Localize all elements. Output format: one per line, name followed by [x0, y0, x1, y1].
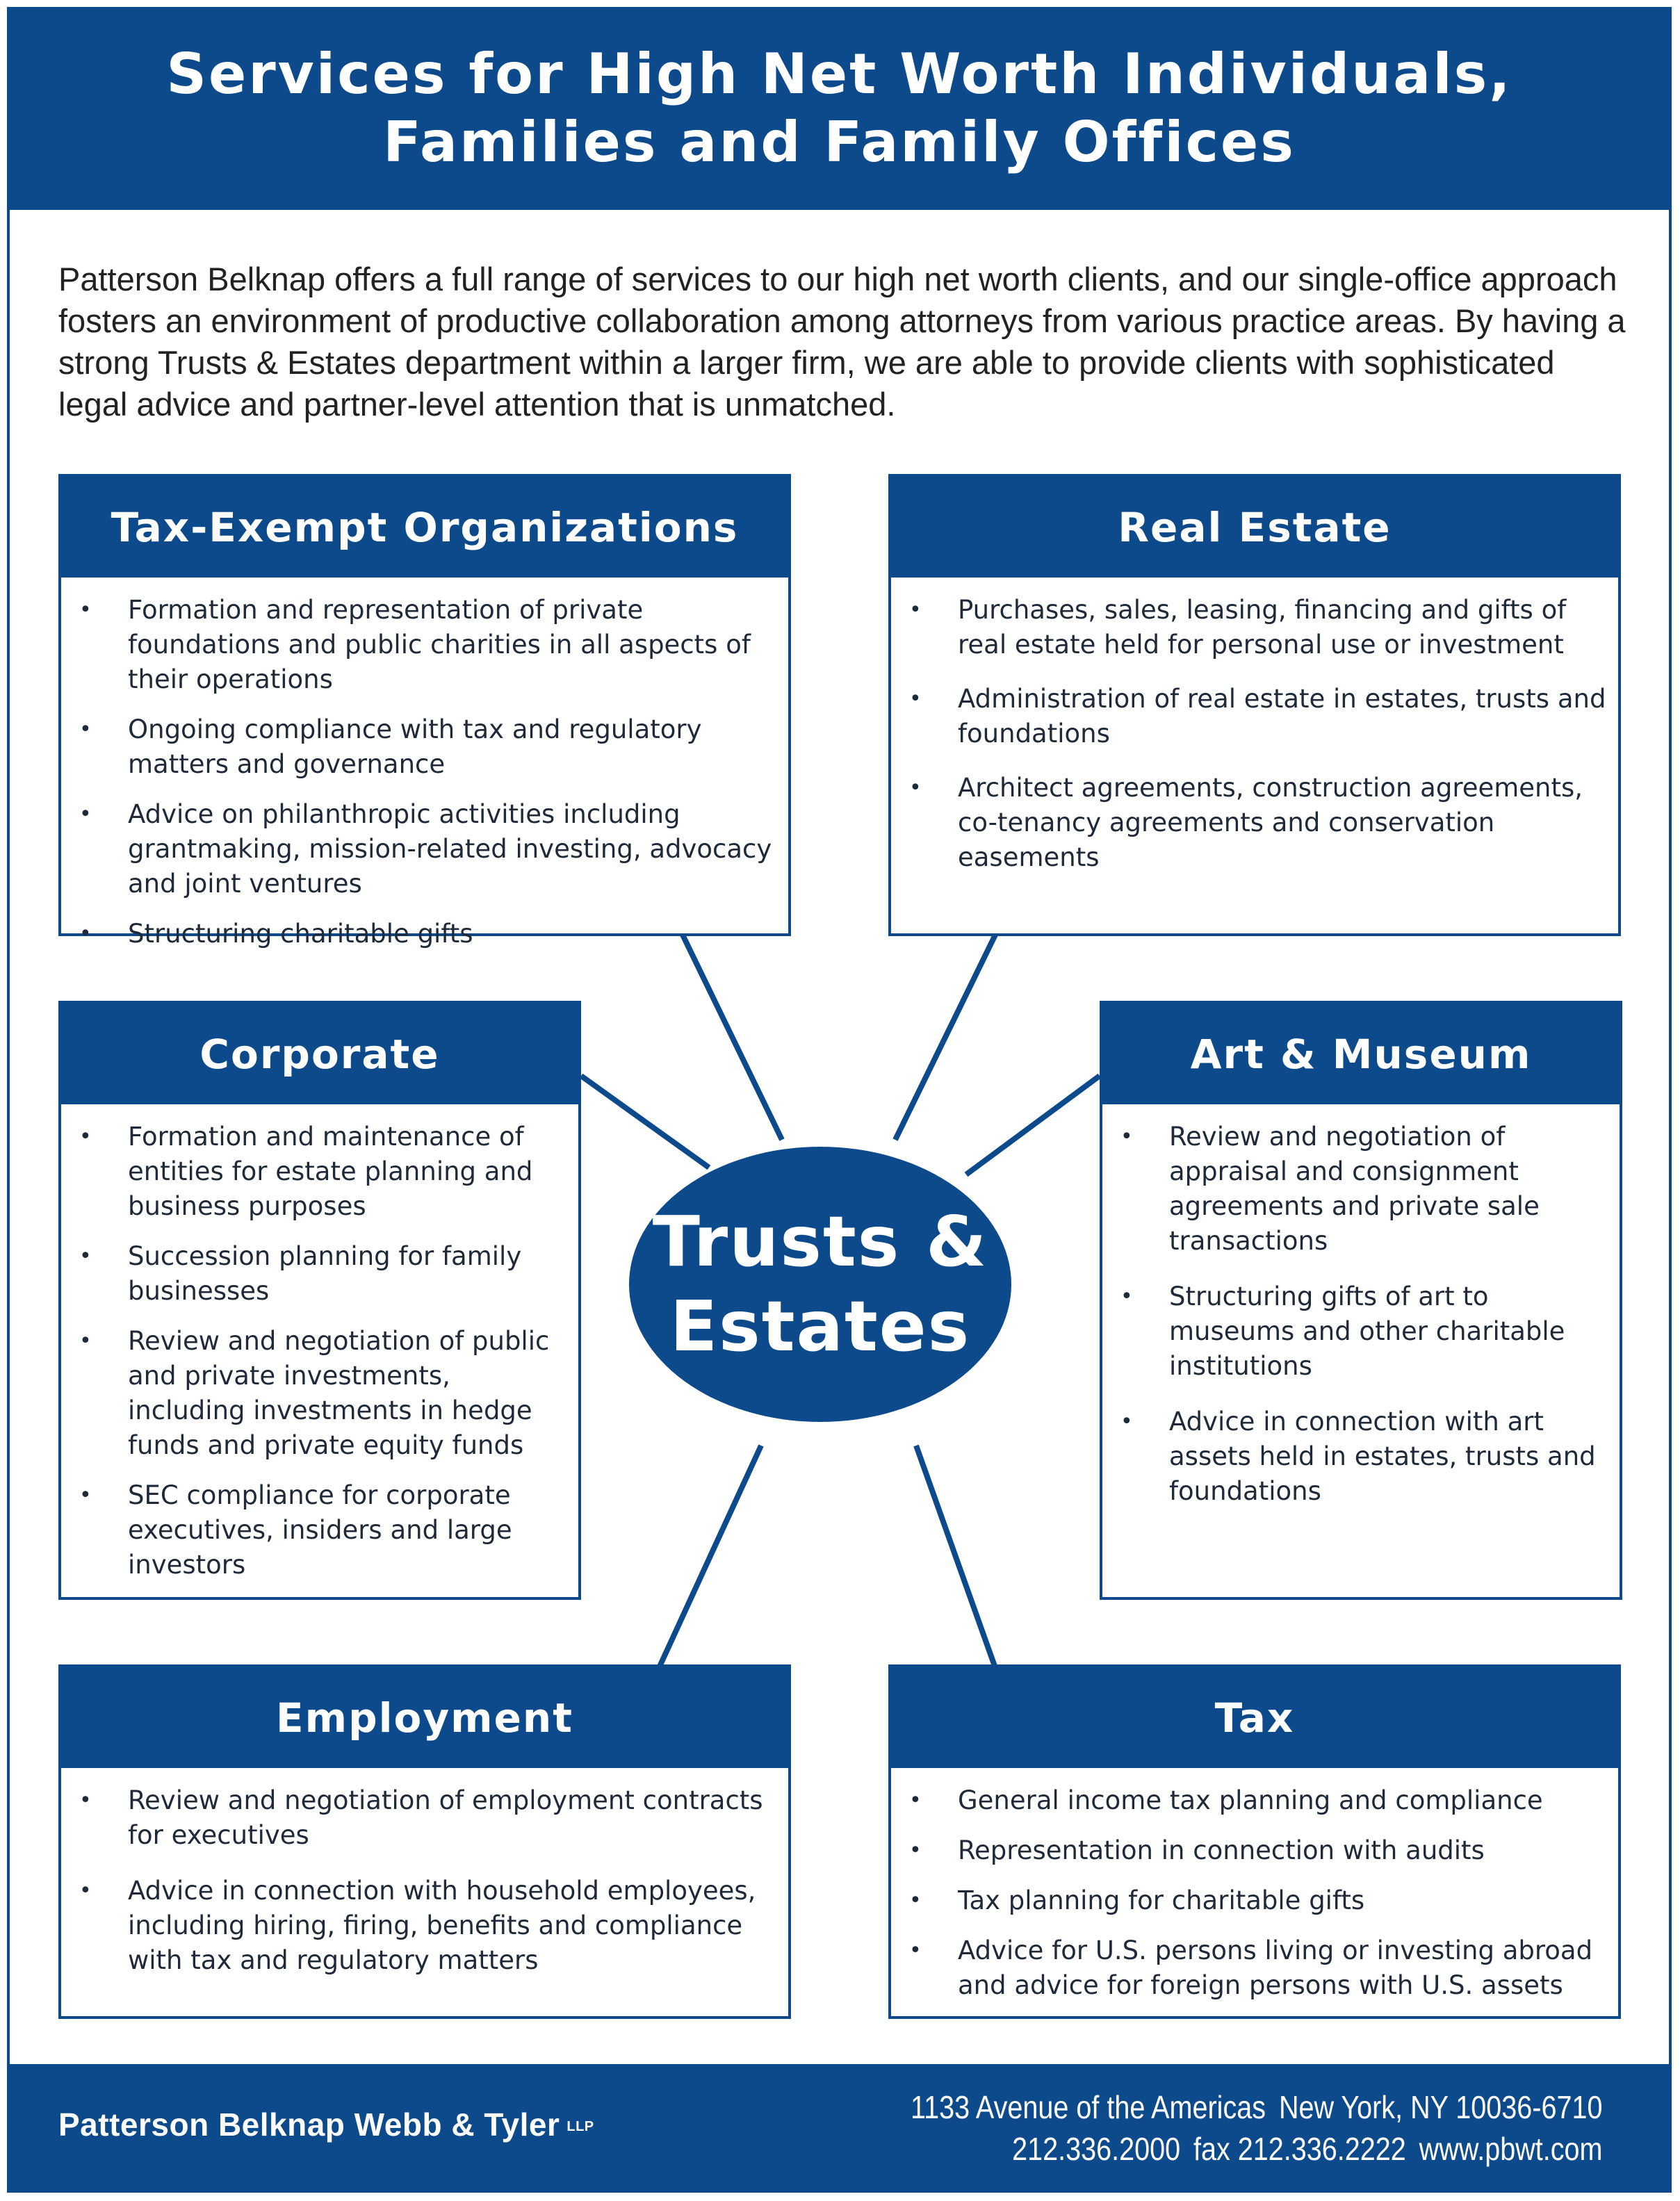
box-tax-exempt: [58, 474, 791, 949]
bullet-icon: •: [1120, 1409, 1133, 1434]
fax-number: fax 212.336.2222: [1193, 2131, 1406, 2167]
list-item: • Succession planning for family businesses: [61, 1239, 578, 1309]
hub-line-1: Trusts &: [652, 1201, 988, 1282]
list-art-museum: [1102, 1104, 1620, 1509]
list-item: • General income tax planning and compliance: [891, 1783, 1618, 1818]
list-item: • Architect agreements, construction agreements, co-tenancy agreements and conservation easements: [891, 771, 1618, 875]
connector-tax: [916, 1446, 995, 1668]
box-employment: [58, 1664, 791, 2019]
box-art-museum: [1100, 1001, 1622, 1600]
list-item: • Formation and maintenance of entities for estate planning and business purposes: [61, 1120, 578, 1224]
intro-paragraph: Patterson Belknap offers a full range of services to our high net worth clients, and our single-office approach fosters an environment of productive collaboration among attorneys from various practice areas. By having a strong Trusts & Estates department within a larger firm, we are able to provide clients with sophisticated legal advice and partner-level attention that is unmatched.: [58, 261, 1626, 423]
connector-real-estate: [895, 935, 995, 1140]
list-item: • Review and negotiation of employment contracts for executives: [61, 1783, 788, 1853]
box-real-estate: [888, 474, 1621, 936]
list-item: • Representation in connection with audits: [891, 1833, 1618, 1868]
bullet-icon: •: [1120, 1284, 1133, 1309]
website-link[interactable]: www.pbwt.com: [1419, 2131, 1602, 2167]
list-item: • Review and negotiation of public and private investments, including investments in hedge funds and private equity funds: [61, 1324, 578, 1463]
bullet-icon: •: [79, 1329, 92, 1353]
city-address: New York, NY 10036-6710: [1278, 2089, 1602, 2125]
hub-line-2: Estates: [669, 1286, 971, 1367]
list-item: • Advice on philanthropic activities including grantmaking, mission-related investing, advocacy and joint ventures: [61, 797, 788, 901]
bullet-icon: •: [909, 687, 922, 711]
bullet-icon: •: [79, 1483, 92, 1507]
bullet-icon: •: [79, 717, 92, 742]
bullet-icon: •: [79, 1244, 92, 1268]
bullet-icon: •: [79, 598, 92, 622]
box-corporate: [58, 1001, 581, 1600]
list-item: • Advice in connection with household employees, including hiring, firing, benefits and compliance with tax and regulatory matters: [61, 1874, 788, 1978]
list-item: • Structuring gifts of art to museums and other charitable institutions: [1102, 1279, 1620, 1384]
list-item: • Advice in connection with art assets held in estates, trusts and foundations: [1102, 1405, 1620, 1509]
list-tax: [891, 1768, 1618, 2003]
bullet-icon: •: [909, 1838, 922, 1863]
box-title-employment: Employment: [61, 1667, 788, 1768]
list-item: • Formation and representation of private foundations and public charities in all aspects of their operations: [61, 593, 788, 697]
bullet-icon: •: [79, 802, 92, 826]
list-tax-exempt: [61, 578, 788, 951]
bullet-icon: •: [79, 922, 92, 946]
box-title-tax-exempt: Tax-Exempt Organizations: [61, 477, 788, 578]
list-item: • Ongoing compliance with tax and regulatory matters and governance: [61, 712, 788, 782]
list-item: • Administration of real estate in estates, trusts and foundations: [891, 682, 1618, 751]
connector-art-museum: [966, 1076, 1100, 1175]
firm-logo: [58, 2106, 594, 2143]
connector-employment: [659, 1446, 761, 1668]
list-item: • Structuring charitable gifts: [61, 917, 788, 951]
bullet-icon: •: [909, 776, 922, 800]
contact-info: [897, 2086, 1602, 2170]
street-address: 1133 Avenue of the Americas: [910, 2089, 1266, 2125]
box-title-tax: Tax: [891, 1667, 1618, 1768]
box-tax: [888, 1664, 1621, 2019]
list-item: • SEC compliance for corporate executives, insiders and large investors: [61, 1478, 578, 1582]
address-line: [897, 2086, 1602, 2128]
bullet-icon: •: [1120, 1124, 1133, 1149]
list-real-estate: [891, 578, 1618, 875]
bullet-icon: •: [79, 1788, 92, 1813]
connector-corporate: [581, 1076, 709, 1168]
list-employment: [61, 1768, 788, 1978]
bullet-icon: •: [909, 1938, 922, 1963]
page-title-line-1: Services for High Net Worth Individuals,: [166, 42, 1512, 106]
list-item: • Review and negotiation of appraisal and consignment agreements and private sale transactions: [1102, 1120, 1620, 1259]
list-item: • Tax planning for charitable gifts: [891, 1883, 1618, 1918]
firm-llp: LLP: [566, 2119, 594, 2135]
bullet-icon: •: [909, 1788, 922, 1813]
bullet-icon: •: [79, 1124, 92, 1149]
list-item: • Purchases, sales, leasing, financing and gifts of real estate held for personal use or investment: [891, 593, 1618, 662]
bullet-icon: •: [909, 598, 922, 622]
connector-tax-exempt: [683, 935, 782, 1140]
page-title-line-2: Families and Family Offices: [383, 110, 1296, 174]
trusts-estates-hub: [629, 1147, 1011, 1422]
box-title-art-museum: Art & Museum: [1102, 1004, 1620, 1104]
page-footer: [7, 2064, 1672, 2193]
phone-line: [897, 2128, 1602, 2170]
box-title-real-estate: Real Estate: [891, 477, 1618, 578]
list-item: • Advice for U.S. persons living or investing abroad and advice for foreign persons with U.S. assets: [891, 1933, 1618, 2003]
bullet-icon: •: [909, 1888, 922, 1913]
phone-number: 212.336.2000: [1011, 2131, 1180, 2167]
list-corporate: [61, 1104, 578, 1582]
firm-name: Patterson Belknap Webb & Tyler: [58, 2106, 560, 2143]
box-title-corporate: Corporate: [61, 1004, 578, 1104]
bullet-icon: •: [79, 1879, 92, 1903]
